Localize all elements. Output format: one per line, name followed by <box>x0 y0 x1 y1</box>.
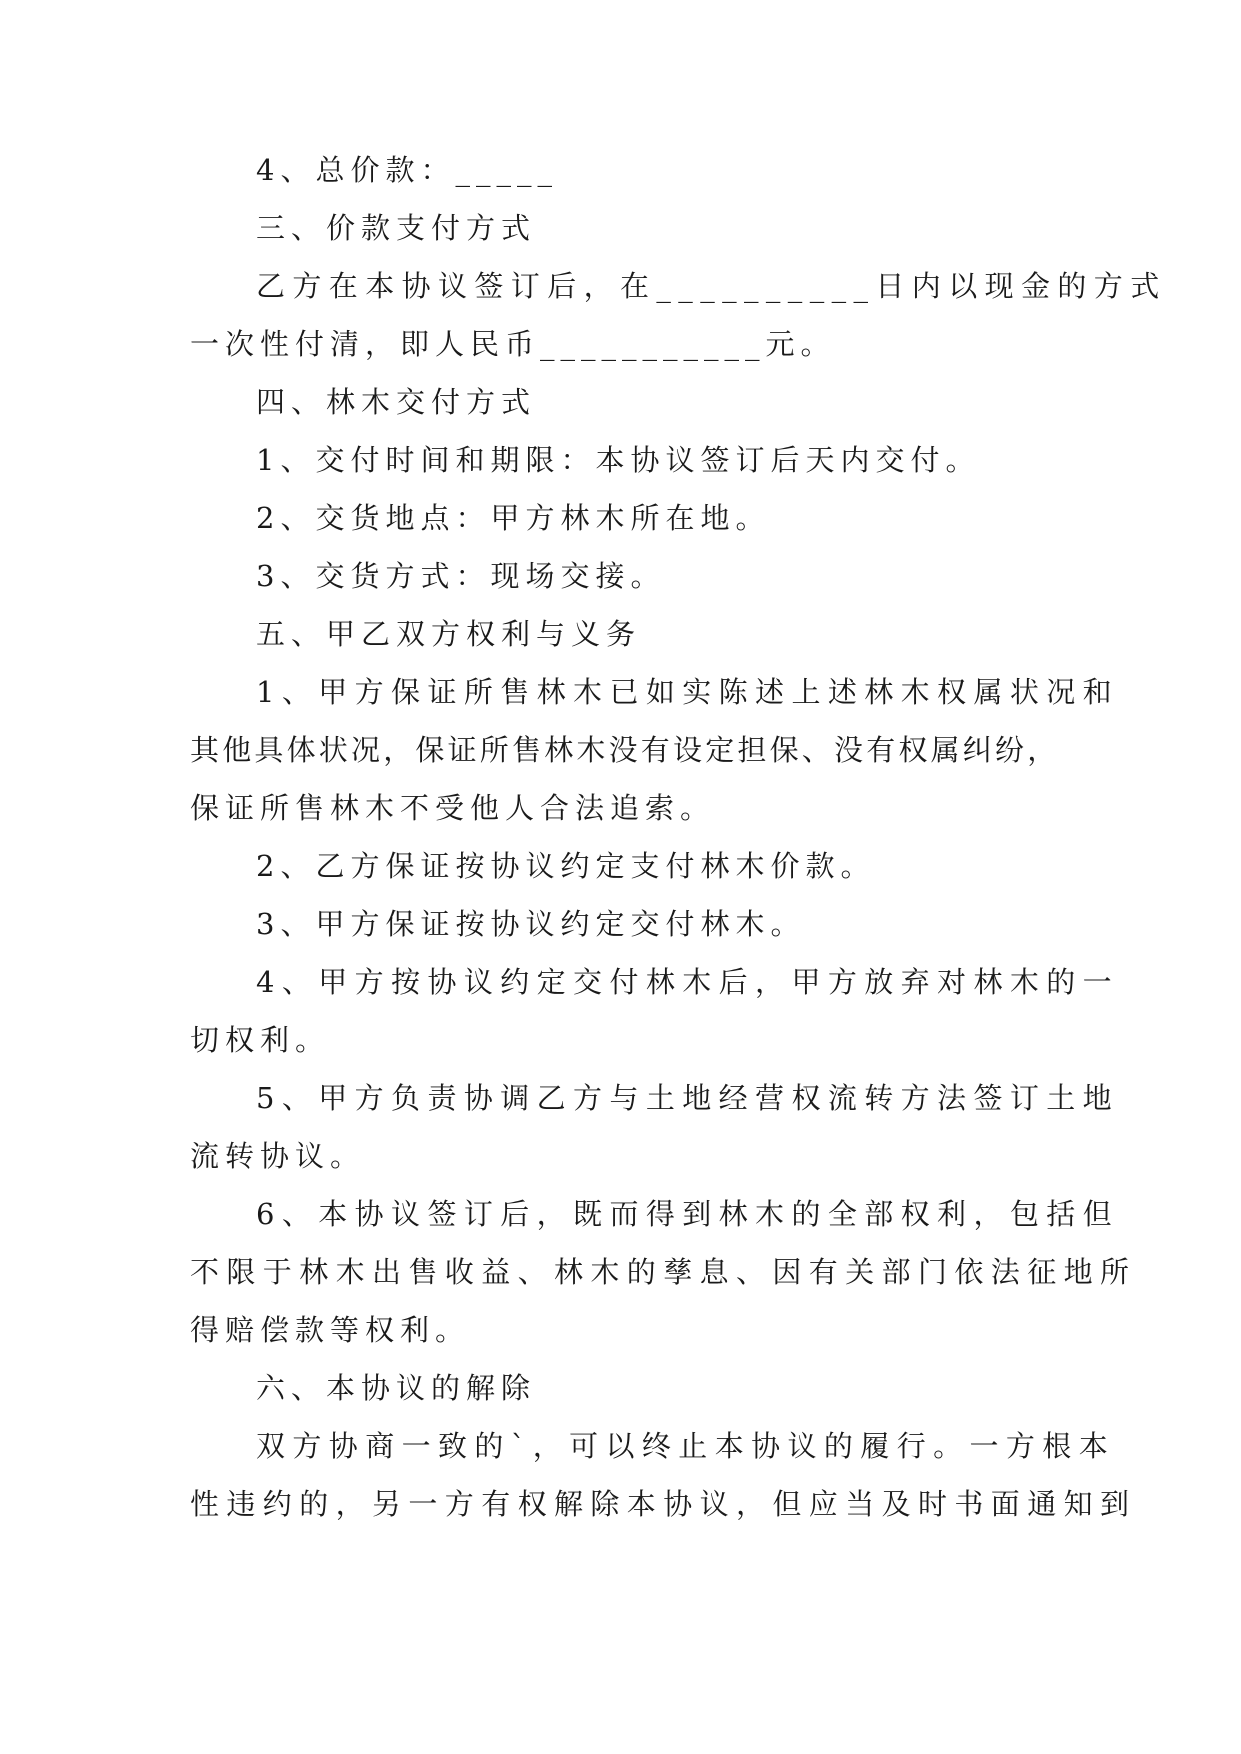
delivery-place-line: 2、交货地点：甲方林木所在地。 <box>256 501 771 535</box>
rights-item-2-line: 2、乙方保证按协议约定支付林木价款。 <box>256 849 876 883</box>
section-heading-rights: 五、甲乙双方权利与义务 <box>256 617 642 651</box>
payment-paragraph-line-1: 乙方在本协议签订后，在__________日内以现金的方式 <box>256 269 1167 303</box>
payment-paragraph-line-2: 一次性付清，即人民币___________元。 <box>190 327 836 361</box>
rights-item-1-line-2: 其他具体状况，保证所售林木没有设定担保、没有权属纠纷， <box>190 733 1060 767</box>
rights-item-4-line-1: 4、甲方按协议约定交付林木后，甲方放弃对林木的一 <box>256 965 1120 999</box>
rights-item-1-line-1: 1、甲方保证所售林木已如实陈述上述林木权属状况和 <box>256 675 1120 709</box>
rights-item-1-line-3: 保证所售林木不受他人合法追索。 <box>190 791 716 825</box>
delivery-time-line: 1、交付时间和期限：本协议签订后天内交付。 <box>256 443 981 477</box>
section-heading-termination: 六、本协议的解除 <box>256 1371 537 1405</box>
rights-item-6-line-3: 得赔偿款等权利。 <box>190 1313 471 1347</box>
rights-item-5-line-1: 5、甲方负责协调乙方与土地经营权流转方法签订土地 <box>256 1081 1120 1115</box>
delivery-method-line: 3、交货方式：现场交接。 <box>256 559 666 593</box>
section-heading-delivery: 四、林木交付方式 <box>256 385 537 419</box>
rights-item-6-line-2: 不限于林木出售收益、林木的孳息、因有关部门依法征地所 <box>190 1255 1137 1289</box>
termination-paragraph-line-1: 双方协商一致的`，可以终止本协议的履行。一方根本 <box>256 1429 1116 1463</box>
total-price-line: 4、总价款：_____ <box>256 153 558 187</box>
termination-paragraph-line-2: 性违约的，另一方有权解除本协议，但应当及时书面通知到 <box>190 1487 1137 1521</box>
rights-item-5-line-2: 流转协议。 <box>190 1139 366 1173</box>
rights-item-6-line-1: 6、本协议签订后，既而得到林木的全部权利，包括但 <box>256 1197 1120 1231</box>
section-heading-payment: 三、价款支付方式 <box>256 211 537 245</box>
rights-item-3-line: 3、甲方保证按协议约定交付林木。 <box>256 907 806 941</box>
rights-item-4-line-2: 切权利。 <box>190 1023 331 1057</box>
